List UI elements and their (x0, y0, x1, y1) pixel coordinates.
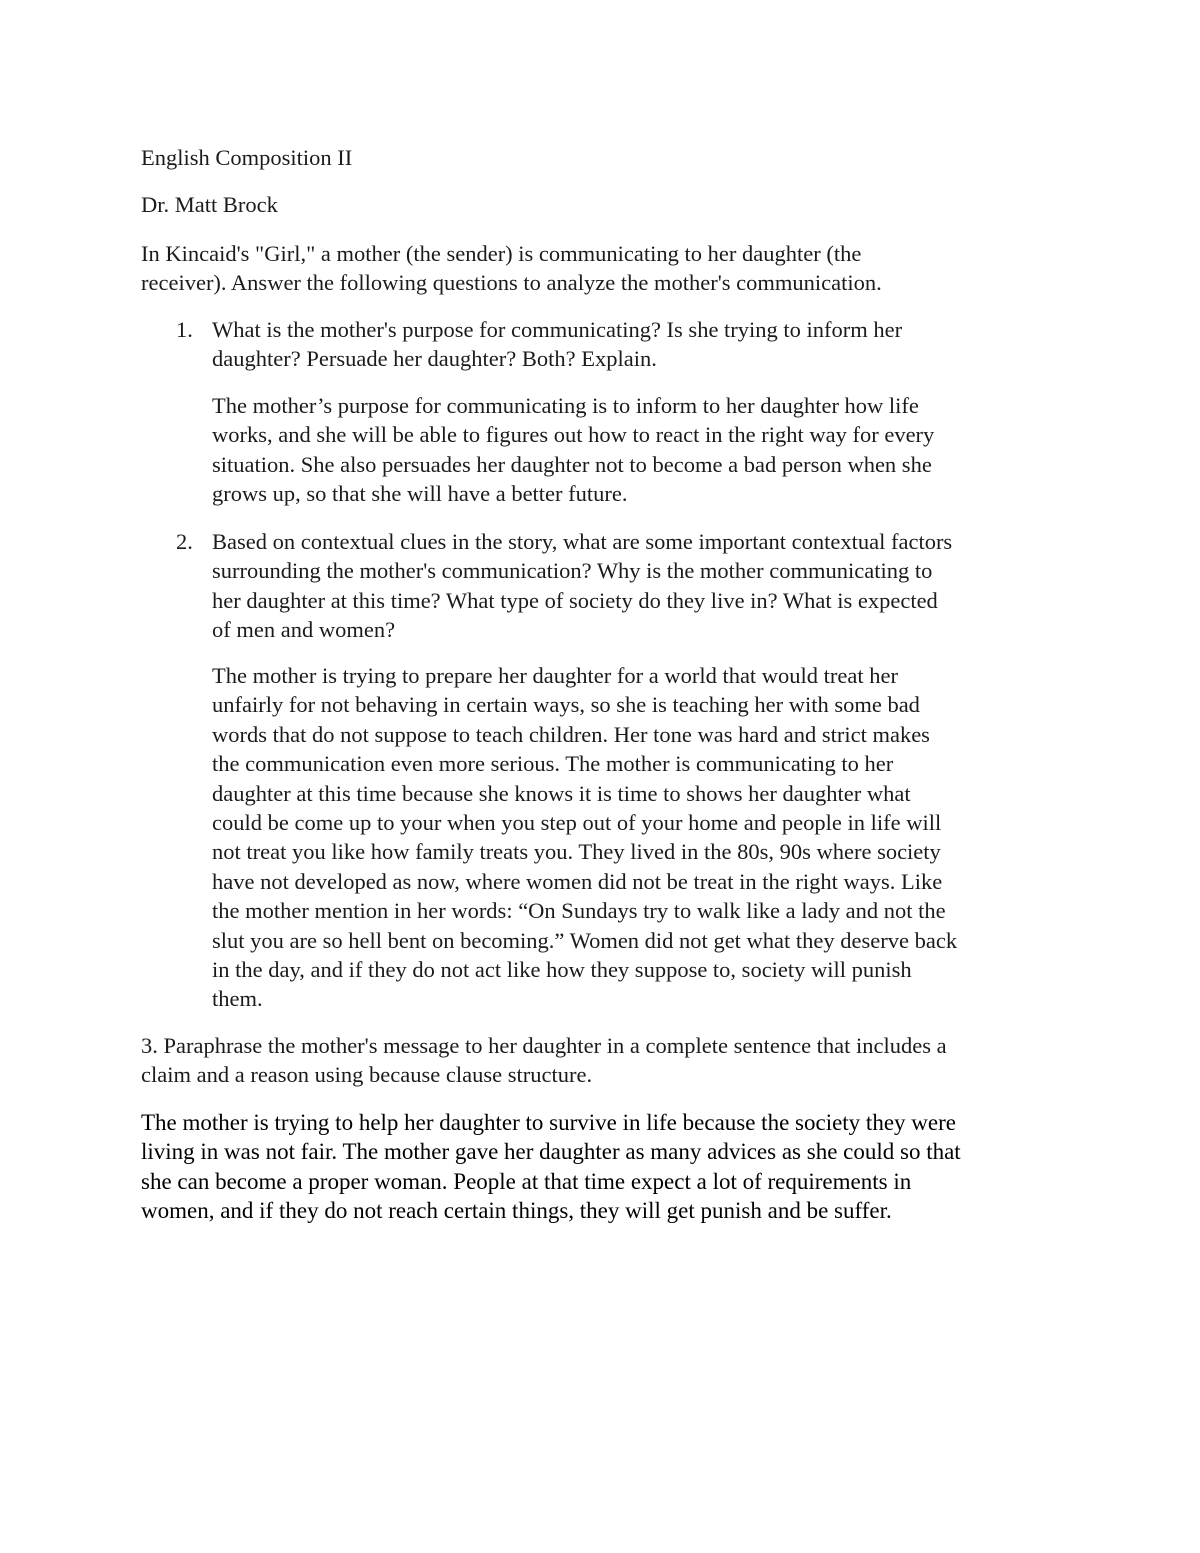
answer-line: The mother is trying to help her daughter to survive in life because the society they were (141, 1110, 956, 1135)
question-2-text (212, 527, 952, 645)
answer-1-text (212, 391, 934, 509)
answer-line: not treat you like how family treats you. They lived in the 80s, 90s where society (212, 839, 941, 865)
question-2-number: 2. (176, 529, 193, 554)
answer-line: unfairly for not behaving in certain ways, so she is teaching her with some bad (212, 692, 920, 718)
answer-line: The mother is trying to prepare her daughter for a world that would treat her (212, 663, 899, 688)
answer-3-text (141, 1108, 961, 1226)
question-line: Based on contextual clues in the story, what are some important contextual factors (212, 529, 953, 554)
question-1-text (212, 315, 902, 374)
answer-line: works, and she will be able to figures out how to react in the right way for every (212, 422, 935, 448)
question-line: daughter? Persuade her daughter? Both? Explain. (212, 346, 657, 372)
answer-line: situation. She also persuades her daughter not to become a bad person when she (212, 451, 932, 477)
question-line: of men and women? (212, 617, 396, 643)
question-3-text (141, 1031, 947, 1090)
answer-line: daughter at this time because she knows it is time to shows her daughter what (212, 780, 911, 806)
instructor-name: Dr. Matt Brock (141, 192, 278, 217)
answer-line: them. (212, 986, 263, 1012)
question-line: 3. Paraphrase the mother's message to her daughter in a complete sentence that includes a (141, 1033, 947, 1058)
answer-line: have not developed as now, where women did not be treat in the right ways. Like (212, 868, 943, 894)
answer-line: women, and if they do not reach certain things, they will get punish and be suffer. (141, 1198, 892, 1224)
answer-line: living in was not fair. The mother gave her daughter as many advices as she could so that (141, 1139, 961, 1165)
answer-2-text (212, 661, 957, 1014)
answer-line: she can become a proper woman. People at that time expect a lot of requirements in (141, 1168, 912, 1194)
question-line: her daughter at this time? What type of society do they live in? What is expected (212, 587, 938, 613)
answer-line: the communication even more serious. The mother is communicating to her (212, 751, 894, 777)
answer-line: grows up, so that she will have a better future. (212, 481, 628, 507)
intro-paragraph (141, 239, 882, 298)
question-line: What is the mother's purpose for communicating? Is she trying to inform her (212, 317, 903, 342)
answer-line: words that do not suppose to teach children. Her tone was hard and strict makes (212, 721, 930, 747)
answer-line: in the day, and if they do not act like how they suppose to, society will punish (212, 957, 912, 983)
answer-line: could be come up to your when you step out of your home and people in life will (212, 810, 942, 836)
question-line: claim and a reason using because clause structure. (141, 1062, 593, 1088)
answer-line: the mother mention in her words: “On Sundays try to walk like a lady and not the (212, 898, 946, 924)
answer-line: slut you are so hell bent on becoming.” Women did not get what they deserve back (212, 927, 958, 953)
course-title: English Composition II (141, 145, 353, 170)
intro-line: In Kincaid's "Girl," a mother (the sender) is communicating to her daughter (the (141, 241, 862, 266)
intro-line: receiver). Answer the following questions to analyze the mother's communication. (141, 270, 882, 296)
answer-line: The mother’s purpose for communicating is to inform to her daughter how life (212, 393, 919, 418)
question-1-number: 1. (176, 317, 193, 342)
question-line: surrounding the mother's communication? Why is the mother communicating to (212, 558, 933, 584)
